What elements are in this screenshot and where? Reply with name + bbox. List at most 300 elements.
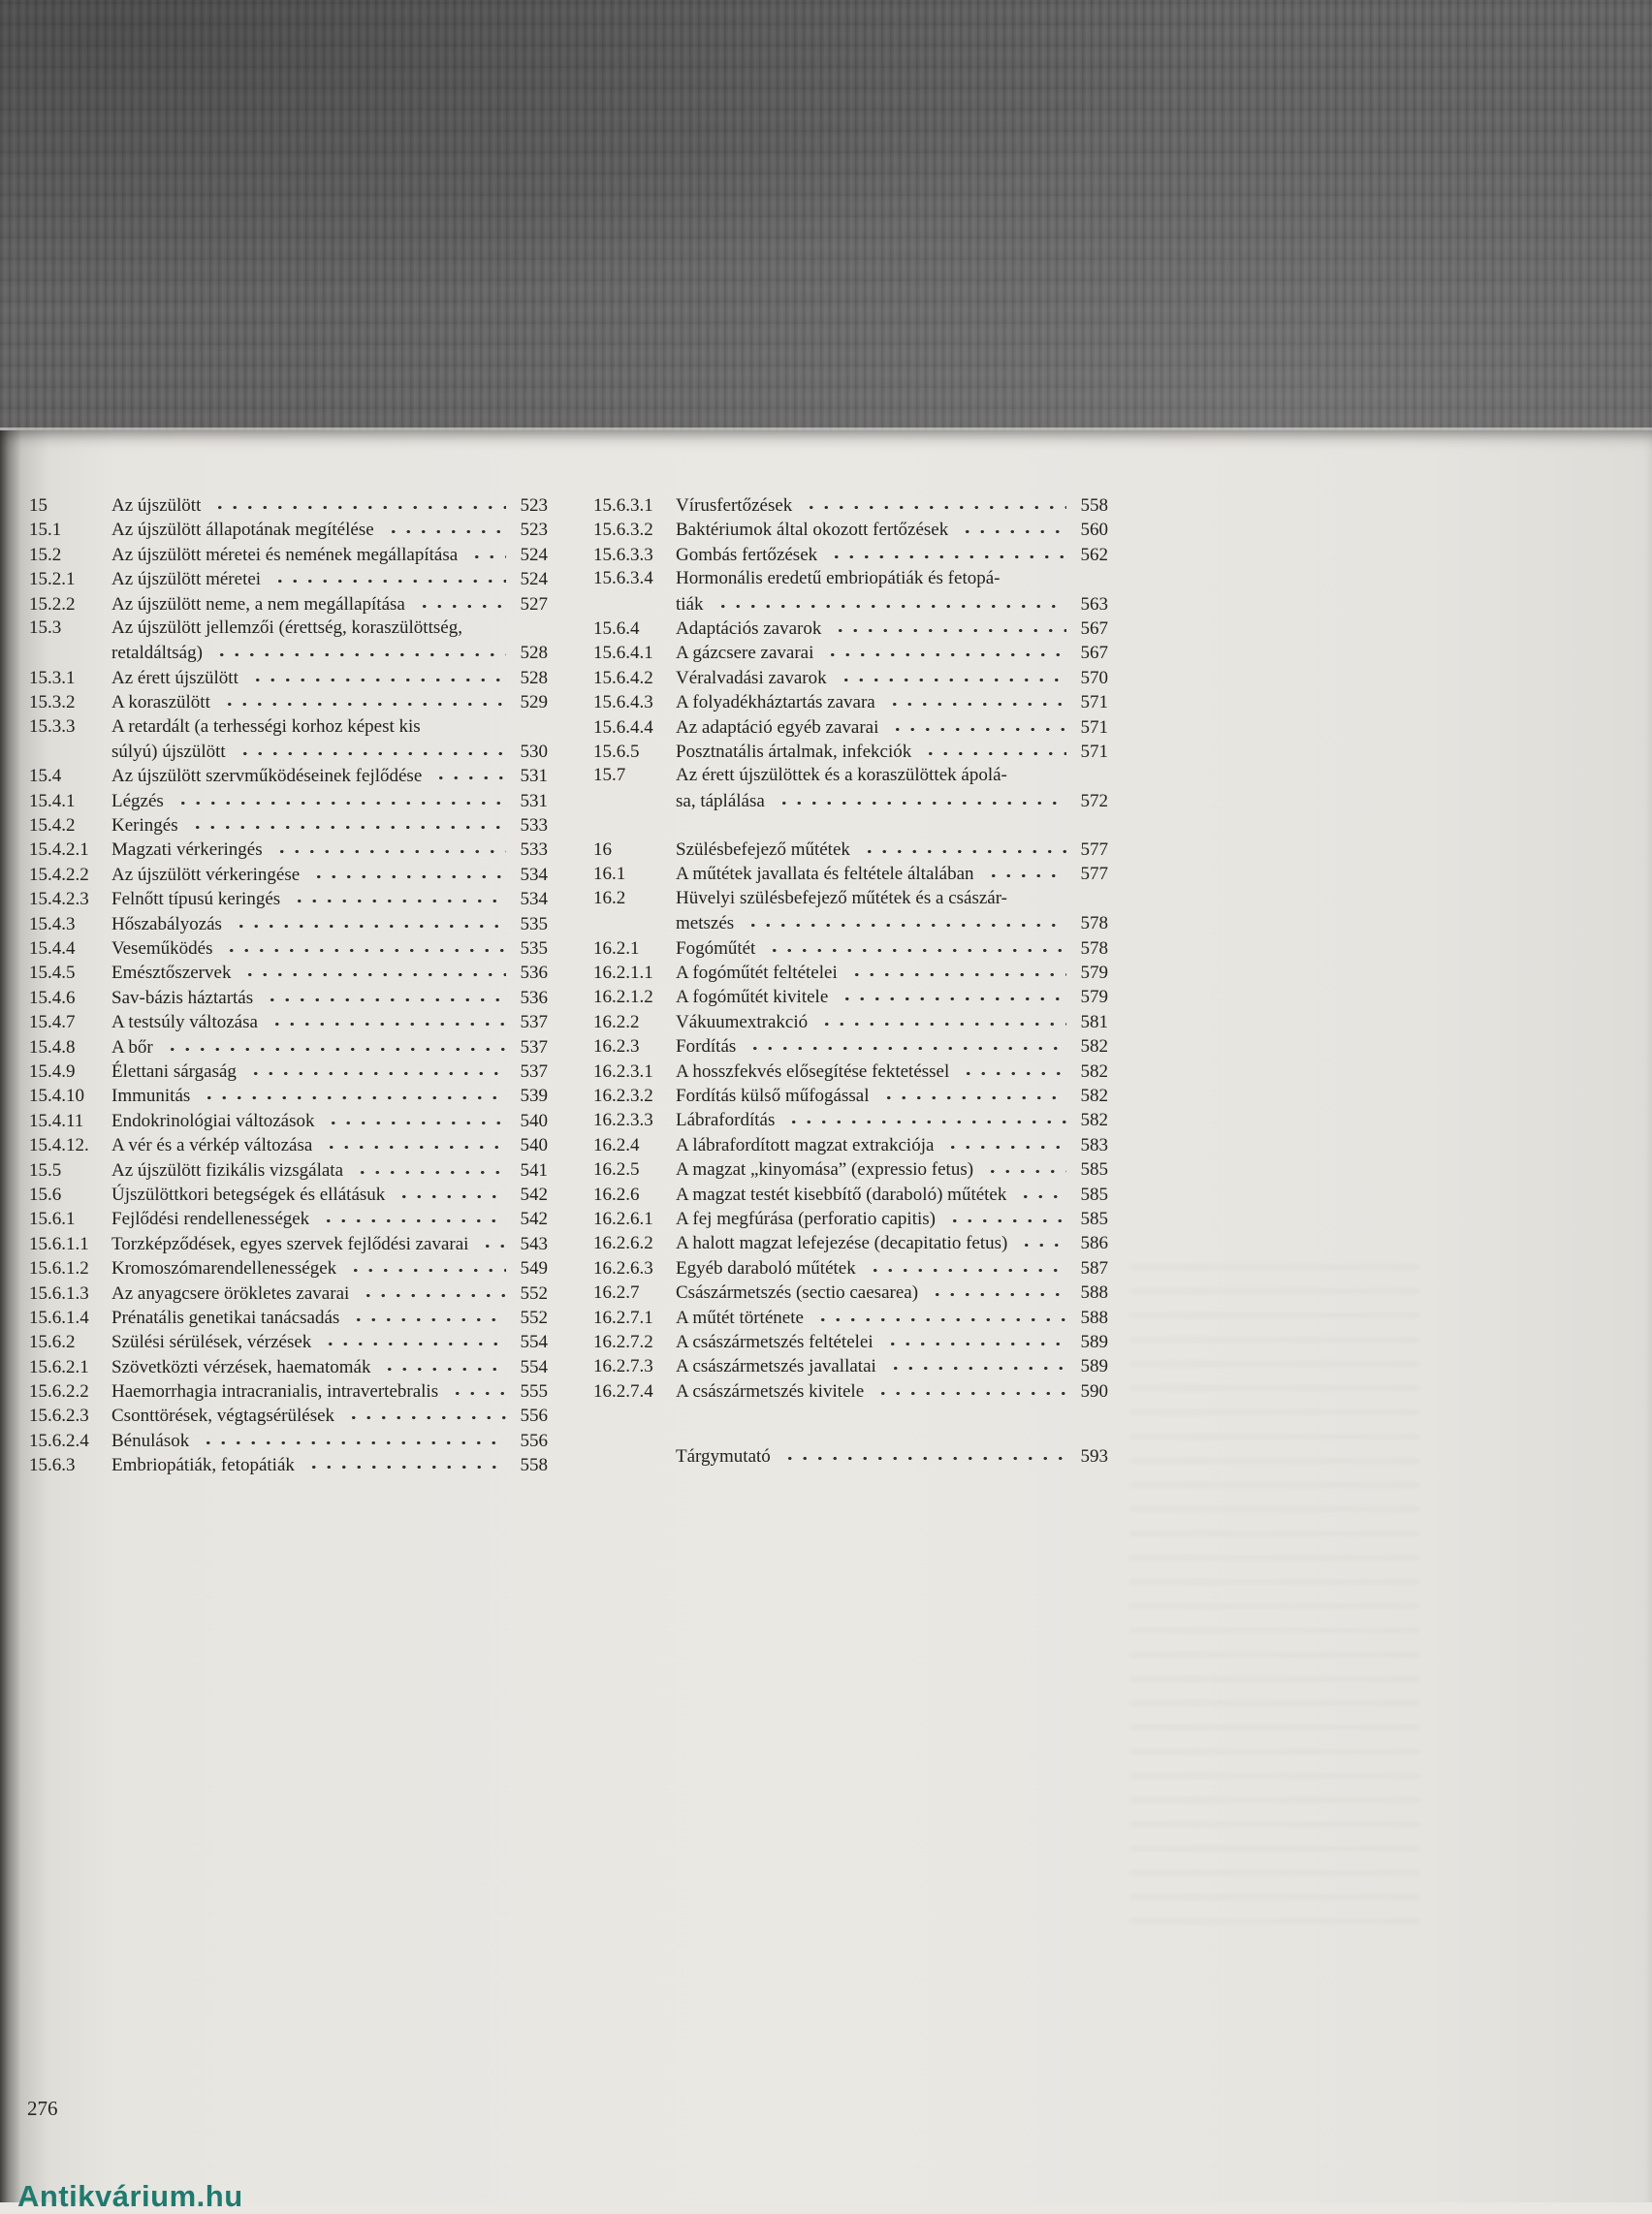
toc-line [593, 1182, 1108, 1206]
toc-line [593, 1156, 1108, 1181]
entry-page-number: 556 [520, 1406, 548, 1427]
toc-line [29, 1452, 548, 1476]
toc-line [593, 1378, 1108, 1403]
dot-leader [823, 640, 1066, 658]
entry-number: 15.6.2 [29, 1332, 76, 1353]
entry-title: Lábrafordítás [676, 1110, 776, 1131]
toc-entry [29, 1255, 548, 1280]
toc-line [29, 1329, 548, 1353]
entry-title-continuation: súlyú) újszülött [111, 741, 226, 762]
toc-line [29, 492, 548, 517]
toc-entry [29, 1403, 548, 1427]
toc-line [29, 1255, 548, 1280]
entry-page-number: 552 [520, 1307, 548, 1328]
toc-entry [29, 1231, 548, 1255]
entry-page-number: 571 [1080, 716, 1108, 738]
toc-entry [29, 1428, 548, 1452]
toc-line [29, 1132, 548, 1156]
entry-number: 15.4.2.1 [29, 839, 89, 861]
toc-line [29, 1206, 548, 1230]
dot-leader [886, 1353, 1066, 1372]
entry-page-number: 537 [520, 1012, 548, 1033]
toc-entry [593, 935, 1108, 960]
entry-title: Veseműködés [111, 938, 213, 960]
entry-title: Fordítás külső műfogással [676, 1085, 870, 1106]
toc-line [29, 837, 548, 861]
dot-leader [210, 492, 506, 511]
entry-title: Torzképződések, egyes szervek fejlődési zavarai [111, 1233, 469, 1254]
dot-leader [220, 689, 506, 708]
toc-line [593, 788, 1108, 812]
entry-title: A műtét története [676, 1307, 804, 1328]
entry-page-number: 560 [1080, 520, 1108, 541]
dot-leader [802, 492, 1066, 511]
entry-title: Az újszülött jellemzői (érettség, koraszülöttség, [111, 617, 462, 638]
entry-title: A bőr [111, 1036, 153, 1058]
dot-leader [888, 714, 1066, 733]
toc-entry [29, 788, 548, 812]
entry-number: 16.2.6.1 [593, 1208, 653, 1229]
entry-title: A retardált (a terhességi korhoz képest kis [111, 715, 421, 737]
entry-page-number: 589 [1080, 1331, 1108, 1352]
entry-page-number: 567 [1080, 643, 1108, 664]
entry-page-number: 533 [520, 815, 548, 837]
entry-page-number: 582 [1080, 1036, 1108, 1058]
toc-line [29, 911, 548, 935]
toc-line [29, 1403, 548, 1427]
entry-title: Légzés [111, 790, 164, 811]
toc-line [29, 616, 548, 640]
entry-title: A fogóműtét feltételei [676, 963, 838, 984]
toc-entry [29, 812, 548, 837]
toc-line [29, 1428, 548, 1452]
toc-line [593, 665, 1108, 689]
entry-number: 15.6.2.4 [29, 1430, 89, 1451]
entry-page-number: 528 [520, 667, 548, 688]
toc-entry [593, 739, 1108, 763]
toc-entry [29, 1305, 548, 1329]
entry-title: Szülési sérülések, vérzések [111, 1332, 312, 1353]
toc-line [29, 935, 548, 960]
entry-number: 15.6.1 [29, 1209, 76, 1230]
toc-line [593, 1132, 1108, 1156]
toc-line [29, 1354, 548, 1378]
toc-entry [29, 492, 548, 517]
toc-entry [593, 1156, 1108, 1181]
toc-entry [593, 665, 1108, 689]
toc-line [593, 861, 1108, 885]
dot-leader [290, 886, 506, 904]
toc-entry [593, 861, 1108, 885]
entry-number: 15.6.4.2 [593, 667, 653, 688]
entry-title: A császármetszés feltételei [676, 1331, 874, 1352]
toc-entry [29, 935, 548, 960]
toc-entry [29, 542, 548, 566]
entry-title: Endokrinológiai változások [111, 1110, 315, 1131]
toc-line [29, 1182, 548, 1206]
toc-line [29, 714, 548, 739]
entry-title: Az érett újszülöttek és a koraszülöttek ápolá- [676, 765, 1007, 786]
dot-leader [353, 1157, 506, 1176]
entry-page-number: 543 [520, 1233, 548, 1254]
toc-line [593, 689, 1108, 713]
dot-leader [775, 788, 1066, 807]
entry-page-number: 558 [520, 1455, 548, 1476]
toc-entry [593, 1353, 1108, 1377]
toc-line [593, 984, 1108, 1008]
entry-number: 15.4.6 [29, 987, 76, 1008]
photo-backdrop [0, 0, 1652, 430]
entry-title: A fej megfúrása (perforatio capitis) [676, 1208, 936, 1229]
toc-line [29, 1009, 548, 1033]
entry-title: Baktériumok által okozott fertőzések [676, 520, 949, 541]
entry-number: 15.4.4 [29, 938, 76, 960]
dot-leader [983, 1156, 1066, 1175]
entry-number: 16.2.1.2 [593, 987, 653, 1008]
dot-leader [945, 1206, 1066, 1224]
dot-leader [246, 1059, 506, 1077]
toc-entry [593, 714, 1108, 739]
toc-line [593, 517, 1108, 541]
entry-title: Sav-bázis háztartás [111, 987, 254, 1008]
entry-number: 15.4.5 [29, 963, 76, 984]
entry-page-number: 577 [1080, 839, 1108, 861]
entry-title: Az újszülött [111, 495, 202, 516]
toc-entry [29, 1034, 548, 1059]
dot-leader [831, 616, 1066, 634]
dot-leader [174, 788, 506, 807]
dot-leader [380, 1354, 506, 1373]
entry-title: Egyéb daraboló műtétek [676, 1257, 856, 1279]
toc-entry [593, 542, 1108, 566]
entry-title: Véralvadási zavarok [676, 667, 827, 688]
entry-number: 15.4.2.3 [29, 889, 89, 910]
entry-title: A folyadékháztartás zavara [676, 692, 875, 713]
toc-entry [593, 640, 1108, 664]
toc-entry [29, 1378, 548, 1403]
entry-title: Az újszülött állapotának megítélése [111, 520, 374, 541]
entry-number: 15.5 [29, 1159, 62, 1181]
entry-page-number: 554 [520, 1332, 548, 1353]
entry-title: Gombás fertőzések [676, 544, 818, 565]
toc-line [29, 689, 548, 713]
entry-page-number: 554 [520, 1356, 548, 1377]
entry-number: 16.2.1 [593, 937, 640, 959]
entry-page-number: 583 [1080, 1134, 1108, 1155]
entry-page-number: 590 [1080, 1380, 1108, 1402]
toc-entry [29, 837, 548, 861]
page-folio: 276 [27, 2097, 58, 2120]
dot-leader [319, 1206, 506, 1224]
entry-number: 15.6.1.2 [29, 1258, 89, 1280]
dot-leader [448, 1378, 506, 1397]
entry-title: A testsúly változása [111, 1012, 258, 1033]
dot-leader [304, 1452, 506, 1471]
entry-page-number: 571 [1080, 741, 1108, 762]
entry-number: 15.6 [29, 1184, 62, 1205]
toc-line [593, 566, 1108, 590]
entry-number: 15.6.5 [593, 741, 640, 762]
entry-page-number: 579 [1080, 963, 1108, 984]
entry-title: Embriopátiák, fetopátiák [111, 1455, 295, 1476]
dot-leader [359, 1281, 506, 1299]
entry-number: 16.2.1.1 [593, 963, 653, 984]
dot-leader [344, 1403, 506, 1421]
entry-page-number: 589 [1080, 1356, 1108, 1377]
entry-number: 16.2.3.3 [593, 1110, 653, 1131]
entry-title: Fejlődési rendellenességek [111, 1209, 310, 1230]
entry-page-number: 588 [1080, 1307, 1108, 1328]
entry-number: 15.4.1 [29, 790, 76, 811]
toc-line [593, 960, 1108, 984]
antikvarium-watermark: Antikvárium.hu [17, 2179, 243, 2213]
entry-title: Adaptációs zavarok [676, 617, 822, 639]
toc-line [593, 1280, 1108, 1304]
dot-leader [431, 763, 506, 781]
entry-number: 16.2.6.3 [593, 1257, 653, 1279]
dot-leader [199, 1428, 506, 1446]
toc-entry [29, 1059, 548, 1083]
entry-title: Emésztőszervek [111, 963, 232, 984]
entry-number: 15.6.4 [593, 617, 640, 639]
entry-page-number: 537 [520, 1060, 548, 1082]
toc-entry [29, 714, 548, 764]
toc-entry [29, 985, 548, 1009]
entry-page-number: 529 [520, 692, 548, 713]
entry-title: Magzati vérkeringés [111, 839, 263, 861]
entry-page-number: 530 [520, 741, 548, 762]
toc-entry [29, 1452, 548, 1476]
dot-leader [349, 1305, 506, 1323]
toc-line [593, 1329, 1108, 1353]
entry-number: 15.1 [29, 520, 62, 541]
toc-entry [593, 1083, 1108, 1107]
dot-leader [874, 1378, 1066, 1397]
entry-title: A koraszülött [111, 692, 210, 713]
entry-page-number: 586 [1080, 1233, 1108, 1254]
entry-title-continuation: metszés [676, 913, 735, 934]
toc-entry [593, 1132, 1108, 1156]
entry-number: 15.6.3.3 [593, 544, 653, 565]
dot-leader [817, 1009, 1066, 1028]
toc-line [29, 665, 548, 689]
dot-leader [272, 837, 506, 855]
entry-number: 15.6.1.1 [29, 1233, 89, 1254]
entry-number: 15.4.8 [29, 1036, 76, 1058]
toc-line [593, 492, 1108, 517]
toc-entry [593, 517, 1108, 541]
entry-title: Immunitás [111, 1086, 191, 1107]
entry-page-number: 582 [1080, 1110, 1108, 1131]
entry-number: 16.1 [593, 864, 626, 885]
toc-line [593, 616, 1108, 640]
entry-page-number: 585 [1080, 1184, 1108, 1205]
toc-entry [593, 1107, 1108, 1131]
dot-leader [959, 1059, 1066, 1077]
toc-line [593, 1059, 1108, 1083]
toc-entry [593, 689, 1108, 713]
entry-number: 15.6.2.2 [29, 1381, 89, 1403]
entry-title: Az újszülött méretei és nemének megállapítása [111, 544, 459, 565]
dot-leader [813, 1305, 1066, 1323]
toc-entry [29, 616, 548, 665]
entry-number: 15.3.3 [29, 715, 76, 737]
dot-leader [324, 1108, 506, 1126]
entry-page-number: 585 [1080, 1208, 1108, 1229]
entry-page-number: 536 [520, 963, 548, 984]
entry-number: 15.4.12. [29, 1135, 89, 1156]
dot-leader [248, 665, 506, 683]
entry-title: Vírusfertőzések [676, 495, 793, 516]
toc-entry [29, 1009, 548, 1033]
dot-leader [885, 689, 1066, 708]
entry-title: Tárgymutató [676, 1446, 771, 1468]
toc-entry [593, 1305, 1108, 1329]
toc-line [593, 640, 1108, 664]
entry-number: 16.2.7.1 [593, 1307, 653, 1328]
entry-number: 15.6.3 [29, 1455, 76, 1476]
toc-line [593, 910, 1108, 934]
toc-line [29, 1108, 548, 1132]
entry-page-number: 556 [520, 1430, 548, 1451]
ink-bleedthrough [1129, 1254, 1420, 1923]
dot-leader [268, 1009, 506, 1028]
toc-line [593, 1353, 1108, 1377]
entry-title: Az újszülött vérkeringése [111, 864, 301, 885]
dot-leader [879, 1083, 1067, 1101]
toc-line [29, 985, 548, 1009]
toc-entry [593, 1443, 1108, 1468]
entry-title: A vér és a vérkép változása [111, 1135, 313, 1156]
toc-line [593, 1305, 1108, 1329]
dot-leader [212, 640, 506, 658]
dot-leader [1016, 1182, 1066, 1200]
entry-number: 16.2.7.2 [593, 1331, 653, 1352]
toc-entry [593, 1033, 1108, 1058]
entry-title: Hüvelyi szülésbefejező műtétek és a császár- [676, 887, 1007, 908]
entry-number: 15.6.2.3 [29, 1406, 89, 1427]
entry-title: Az anyagcsere örökletes zavarai [111, 1282, 350, 1304]
entry-title: Szövetközti vérzések, haematomák [111, 1356, 371, 1377]
entry-page-number: 563 [1080, 593, 1108, 615]
entry-title: A műtétek javallata és feltétele általában [676, 864, 974, 885]
entry-title-continuation: retaldáltság) [111, 643, 203, 664]
entry-title: Élettani sárgaság [111, 1060, 237, 1082]
entry-title: Kromoszómarendellenességek [111, 1258, 337, 1280]
entry-number: 16.2.3.2 [593, 1085, 653, 1106]
entry-title: Az újszülött méretei [111, 569, 262, 590]
toc-entry [29, 886, 548, 910]
entry-number: 15.6.3.4 [593, 568, 653, 589]
entry-page-number: 528 [520, 643, 548, 664]
toc-line [29, 542, 548, 566]
entry-page-number: 533 [520, 839, 548, 861]
entry-title: Szülésbefejező műtétek [676, 839, 850, 861]
dot-leader [222, 935, 506, 954]
entry-page-number: 523 [520, 495, 548, 516]
entry-page-number: 578 [1080, 937, 1108, 959]
entry-title: Az újszülött fizikális vizsgálata [111, 1159, 344, 1181]
entry-title: Felnőtt típusú keringés [111, 889, 281, 910]
toc-entry [593, 1182, 1108, 1206]
toc-entry [29, 1132, 548, 1156]
toc-entry [593, 1280, 1108, 1304]
entry-title: Újszülöttkori betegségek és ellátásuk [111, 1184, 386, 1205]
toc-line [29, 566, 548, 590]
entry-number: 15.2 [29, 544, 62, 565]
entry-page-number: 523 [520, 520, 548, 541]
dot-leader [883, 1329, 1066, 1347]
toc-entry [593, 1009, 1108, 1033]
entry-title: Fogóműtét [676, 937, 756, 959]
toc-entry [593, 616, 1108, 640]
entry-title: Fordítás [676, 1036, 737, 1058]
entry-title: A fogóműtét kivitele [676, 987, 829, 1008]
toc-entry [29, 1108, 548, 1132]
dot-leader [866, 1255, 1066, 1274]
dot-leader [321, 1329, 506, 1347]
dot-leader [847, 960, 1066, 978]
entry-number: 15.6.4.3 [593, 692, 653, 713]
toc-entry [593, 763, 1108, 812]
dot-leader [467, 542, 506, 560]
entry-number: 16.2.4 [593, 1134, 640, 1155]
toc-entry [29, 1329, 548, 1353]
entry-page-number: 570 [1080, 667, 1108, 688]
dot-leader [921, 739, 1066, 757]
entry-title-continuation: sa, táplálása [676, 790, 765, 811]
dot-leader [837, 665, 1066, 683]
entry-page-number: 540 [520, 1110, 548, 1131]
entry-page-number: 582 [1080, 1085, 1108, 1106]
toc-line [593, 1230, 1108, 1254]
entry-number: 16.2.7 [593, 1282, 640, 1304]
toc-line [593, 1033, 1108, 1058]
toc-line [29, 517, 548, 541]
dot-leader [744, 910, 1066, 929]
toc-line [29, 1305, 548, 1329]
dot-leader [984, 861, 1066, 879]
toc-line [29, 1083, 548, 1107]
toc-line [593, 714, 1108, 739]
toc-line [593, 739, 1108, 763]
entry-title: A császármetszés kivitele [676, 1380, 865, 1402]
dot-leader [860, 837, 1066, 855]
entry-number: 15.2.1 [29, 569, 76, 590]
entry-title: Keringés [111, 815, 178, 837]
entry-page-number: 579 [1080, 987, 1108, 1008]
entry-page-number: 535 [520, 938, 548, 960]
toc-line [29, 886, 548, 910]
entry-number: 16.2.5 [593, 1159, 640, 1181]
entry-number: 16.2.2 [593, 1011, 640, 1032]
dot-leader [784, 1107, 1066, 1125]
dot-leader [780, 1443, 1066, 1462]
entry-number: 16 [593, 839, 612, 861]
dot-leader [765, 935, 1066, 954]
entry-title: Császármetszés (sectio caesarea) [676, 1282, 919, 1304]
entry-page-number: 549 [520, 1258, 548, 1280]
toc-line [593, 1255, 1108, 1280]
toc-line [29, 739, 548, 763]
entry-title: A magzat „kinyomása” (expressio fetus) [676, 1159, 974, 1181]
dot-leader [746, 1033, 1066, 1052]
toc-line [593, 763, 1108, 787]
toc-entry [593, 960, 1108, 984]
toc-line [593, 1009, 1108, 1033]
entry-page-number: 588 [1080, 1282, 1108, 1304]
entry-page-number: 567 [1080, 617, 1108, 639]
